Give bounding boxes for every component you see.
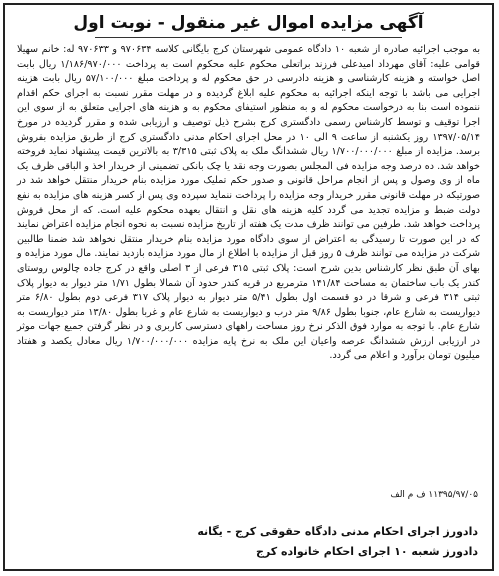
notice-body: به موجب اجرائیه صادره از شعبه ۱۰ دادگاه عمومی شهرستان کرج بایگانی کلاسه ۹۷۰۶۳۴ و ۹۷۰۶۳۳ له: خانم سهیلا قوامی علیه: آقای مهرداد امیدعلی فرزند براتعلی محکوم علیه محکوم است به پرداخت ۱/۱۸۶/۹۷۰/۰۰۰ ریال بابت اصل خواسته و هزینه کارشناسی و هزینه دادرسی در حق محکوم له و پرداخت مبلغ ۵۷/۱۰۰/۰۰۰ ریال بابت هزینه اجرایی می باشد با توجه اینکه اجرائیه به محکوم علیه ابلاغ گردیده و در مهلت مقرر نسبت به اجرای حکم اقدام ننموده است بنا به درخواست محکوم له و به منظور استیفای محکوم به و هزینه های اجرایی متعلق به از سوی این اجرا توقیف و توسط کارشناس رسمی دادگستری کرج بشرح ذیل توصیف و ارزیابی شده و مقرر گردیده در مورخ ۱۳۹۷/۰۵/۱۴ روز یکشنبه از ساعت ۹ الی ۱۰ در محل اجرای احکام مدنی دادگستری کرج از طریق مزایده بفروش برسد. مزایده از مبلغ ۱/۷۰۰/۰۰۰/۰۰۰ ریال ششدانگ ملک به پلاک ثبتی ۳/۳۱۵ به بالاترین قیمت پیشنهاد نماید فروخته خواهد شد. ده درصد وجه مزایده فی المجلس بصورت وجه نقد یا چک بانکی تضمینی از خریدار اخذ و الباقی ظرف یک ماه از وی وصول و پس از انجام مراحل قانونی و صدور حکم تملیک مورد مزایده بنام خریدار منتقل خواهد شد در صورتیکه در مهلت قانونی مقرر خریدار وجه مزایده را پرداخت ننماید سپرده وی پس از کسر هزینه های مزایده به نفع دولت ضبط و مزایده تجدید می گردد کلیه هزینه های نقل و انتقال بعهده محکوم علیه است. که از محل فروش پرداخت خواهد شد. طرفین می توانند ظرف مدت یک هفته از تاریخ مزایده نسبت به نحوه انجام مزایده اعتراض نمایند که در این صورت تا رسیدگی به اعتراض از سوی دادگاه مورد مزایده بنام خریدار منتقل نخواهد شد ضمنا طالبین شرکت در مزایده می توانند ظرف ۵ روز قبل از مزایده با اطلاع از مال مورد مزایده بازدید نمایند. مال مورد مزایده و بهای آن طبق نظر کارشناس بدین شرح است: پلاک ثبتی ۳۱۵ فرعی از ۳ اصلی واقع در کرج جاده چالوس روستای کندر یک باب ساختمان به مساحت ۱۴۱/۸۴ مترمربع در قریه کندر حدود آن شمالا بطول ۱/۷۱ متر دیوار به دیوار پلاک ثبتی ۳۱۴ فرعی و شرقا در دو قسمت اول بطول ۵/۴۱ متر دیوار به دیوار پلاک ۳۱۷ فرعی دوم بطول ۶/۸۰ متر دیواریست به شارع عام، جنوبا بطول ۹/۸۶ متر درب و دیواریست به شارع عام و غربا بطول ۱۳/۸۰ متر دیواریست به شارع عام. با توجه به موارد فوق الذکر نرخ روز مساحت راههای دسترسی کاربری و در نظر گرفتن جمیع جهات موثر در ارزیابی ارزش ششدانگ عرصه واعیان این ملک به نرخ پایه مزایده ۱/۷۰۰/۰۰۰/۰۰۰ ریال معادل یکصد و هفتاد میلیون تومان برآورد و اعلام می گردد. bbox=[17, 44, 481, 362]
notice-frame bbox=[3, 3, 494, 571]
notice-title: آگهی مزایده اموال غیر منقول - نوبت اول bbox=[73, 13, 424, 33]
title-underline bbox=[95, 37, 402, 38]
signature-line-2: دادورز شعبه ۱۰ اجرای احکام خانواده کرج bbox=[255, 545, 478, 558]
notice-code: ۱۱۳۹۵/۹۷/۰۵ ف م الف bbox=[390, 490, 478, 500]
signature-line-1: دادورز اجرای احکام مدنی دادگاه حقوقی کرج - یگانه bbox=[197, 525, 478, 538]
